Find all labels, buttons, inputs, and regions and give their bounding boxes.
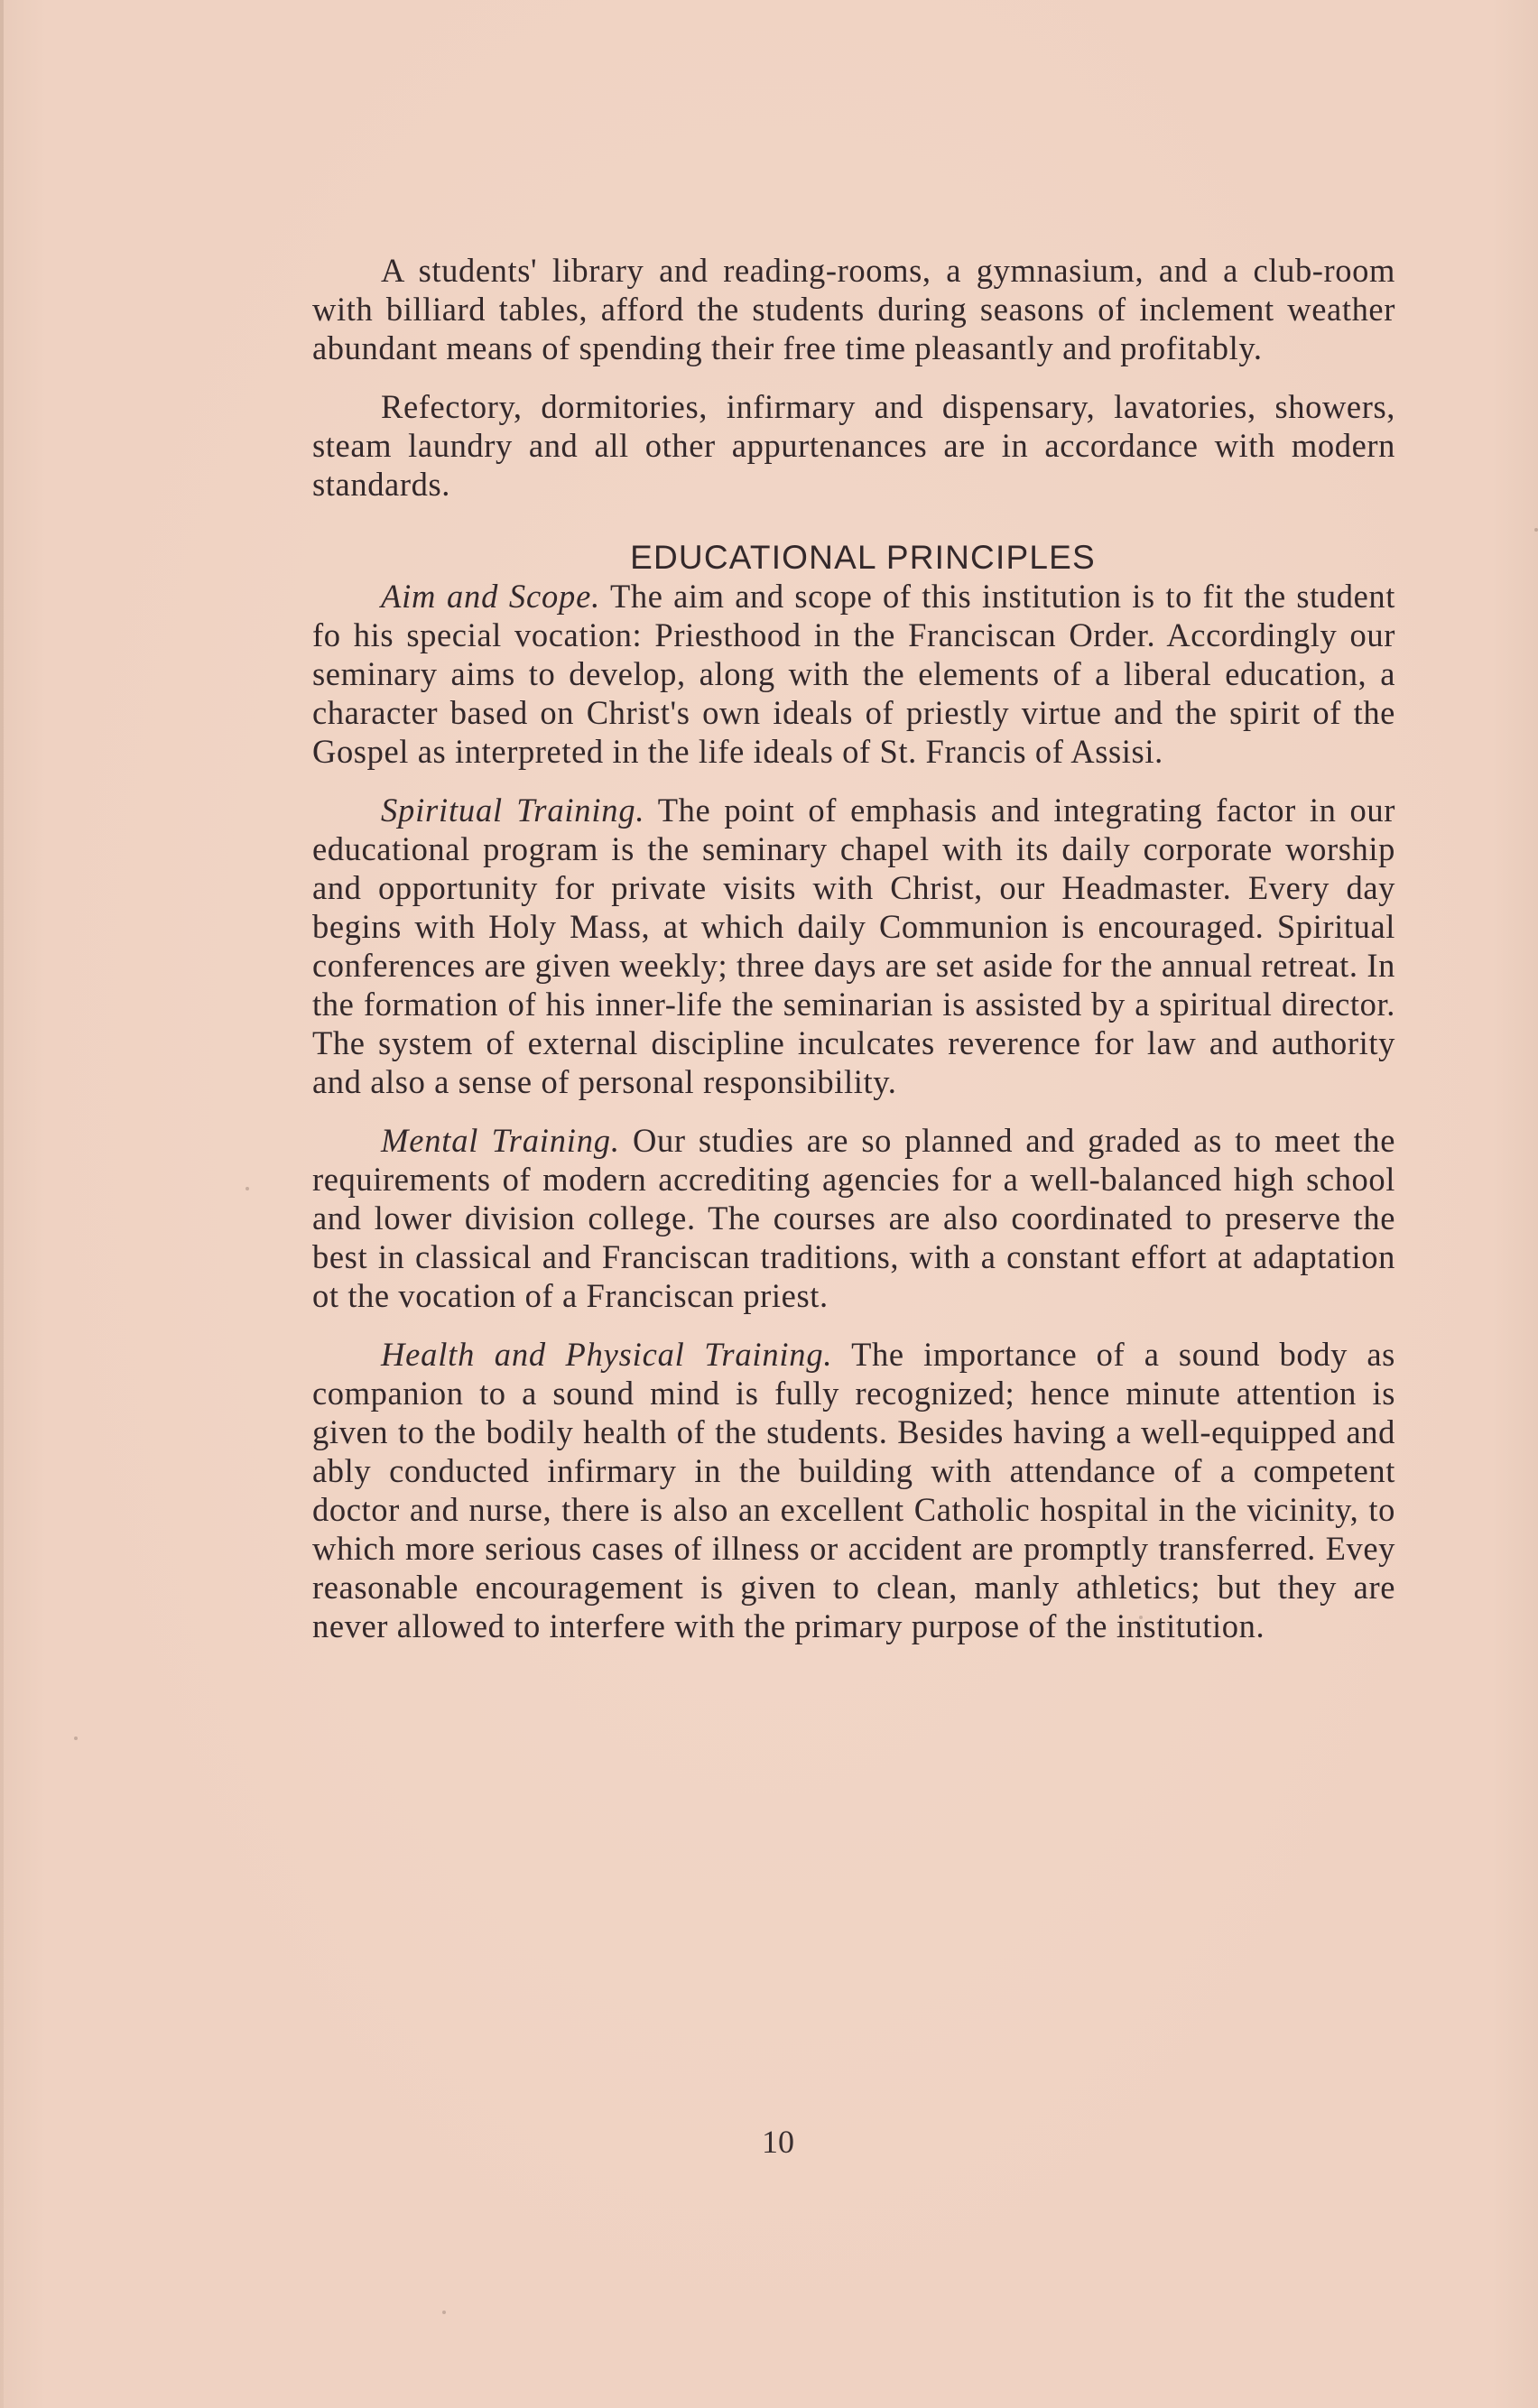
section-heading: EDUCATIONAL PRINCIPLES (630, 539, 1096, 576)
page-edge (0, 0, 4, 2408)
paper-speck (1139, 1616, 1143, 1619)
paragraph-text: The aim and scope of this institution is to fit the student fo his special vocation: Priesthood in the Franciscan Order. Accordingly our seminary aims to develop, along with the elements of a liberal education, a character based on Christ's own ideals of priestly virtue and the spirit of the Gospel as interpreted in the life ideals of St. Francis of Assisi. (312, 578, 1395, 770)
paragraph-aim-and-scope (312, 577, 1395, 771)
paragraph-lead: Aim and Scope. (381, 578, 601, 615)
paragraph-text: Our studies are so planned and graded as to meet the requirements of modern accrediting agencies for a well-balanced high school and lower division college. The courses are also coordinated to preserve the best in classical and Franciscan traditions, with a constant effort at adaptation ot the vocation of a Franciscan priest. (312, 1122, 1395, 1314)
body-text (312, 251, 1395, 1645)
paper-speck (74, 1737, 78, 1740)
paragraph-mental-training (312, 1121, 1395, 1315)
paragraph-lead: Spiritual Training. (381, 792, 645, 829)
paragraph-text: The point of emphasis and integrating factor in our educational program is the seminary chapel with its daily corporate worship and opportunity for private visits with Christ, our Headmaster. Every day begins with Holy Mass, at which daily Communion is encouraged. Spiritual conferences are given weekly; three days are set aside for the annual retreat. In the formation of his inner-life the seminarian is assisted by a spiritual director. The system of external discipline inculcates reverence for law and authority and also a sense of personal responsibility. (312, 792, 1395, 1100)
paragraph-spiritual-training (312, 791, 1395, 1101)
paragraph-health-training (312, 1335, 1395, 1645)
paragraph-lead: Mental Training. (381, 1122, 620, 1159)
paper-speck (246, 1187, 249, 1190)
paragraph-library: A students' library and reading-rooms, a gymnasium, and a club-room with billiard tables, afford the students during seasons of inclement weather abundant means of spending their free time pleasantly and profitably. (312, 252, 1395, 366)
paragraph-text: The importance of a sound body as companion to a sound mind is fully recognized; hence minute attention is given to the bodily health of the students. Besides having a well-equipped and ably conducted infirmary in the building with attendance of a competent doctor and nurse, there is also an excellent Catholic hospital in the vicinity, to which more serious cases of illness or accident are promptly transferred. Evey reasonable encouragement is given to clean, manly athletics; but they are never allowed to interfere with the primary purpose of the institution. (312, 1336, 1395, 1644)
page-number: 10 (762, 2124, 794, 2160)
paper-speck (1534, 528, 1538, 532)
paragraph-lead: Health and Physical Training. (381, 1336, 833, 1373)
paragraph-facilities: Refectory, dormitories, infirmary and dispensary, lavatories, showers, steam laundry and all other appurtenances are in accordance with modern standards. (312, 388, 1395, 503)
paper-speck (442, 2311, 446, 2314)
